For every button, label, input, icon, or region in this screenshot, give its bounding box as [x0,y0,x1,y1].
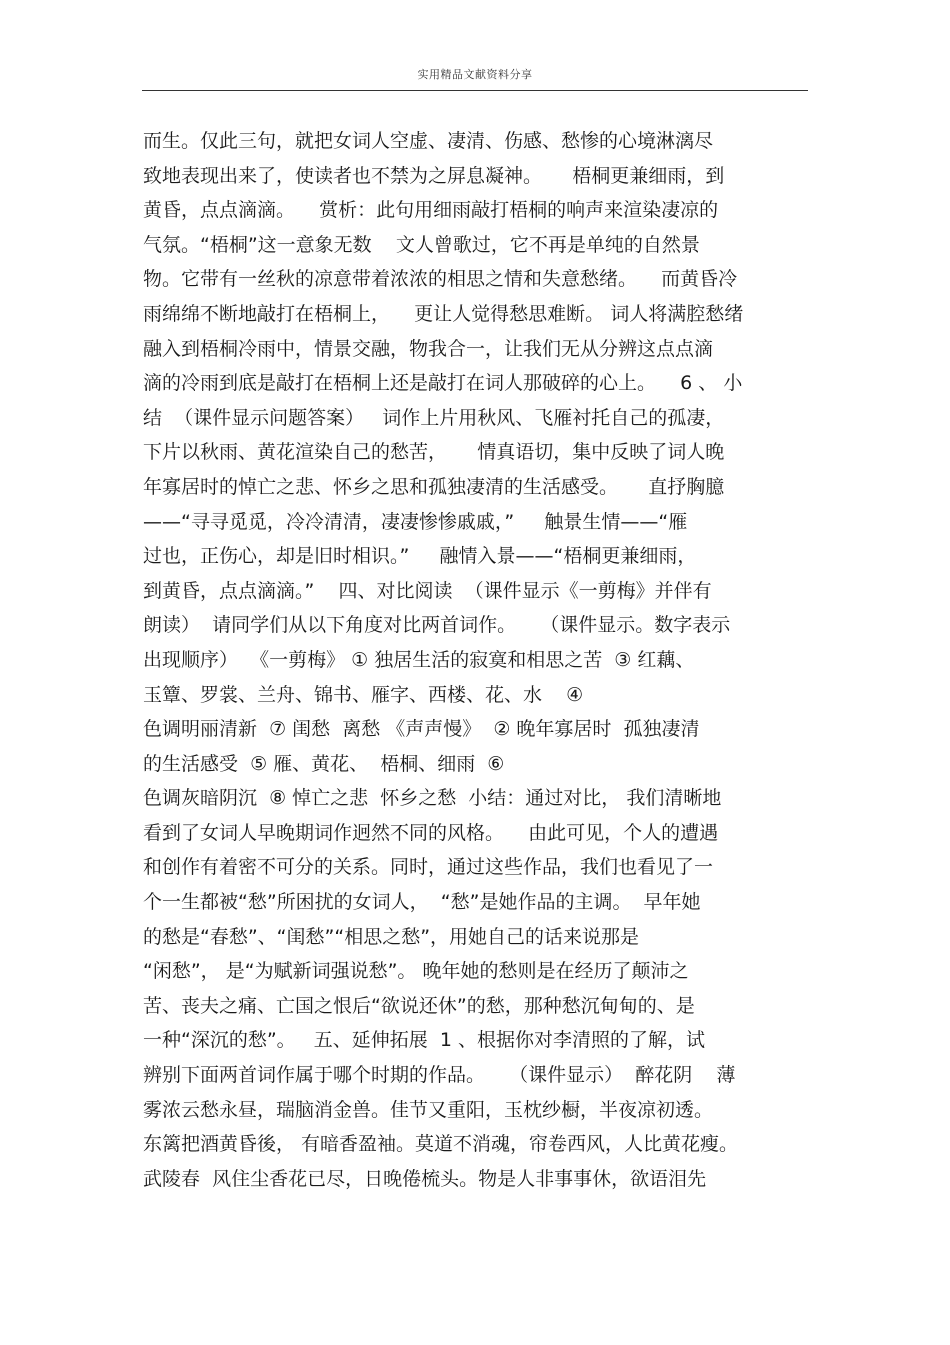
text-line: 气氛。“梧桐”这一意象无数 文人曾歌过，它不再是单纯的自然景 [143,233,700,256]
text-line: 年寡居时的悼亡之悲、怀乡之思和孤独凄清的生活感受。 直抒胸臆 [143,475,725,498]
text-line: 朗读） 请同学们从以下角度对比两首词作。 （课件显示。数字表示 [143,614,731,637]
text-line: 物。它带有一丝秋的凉意带着浓浓的相思之情和失意愁绪。 而黄昏冷 [143,268,738,291]
text-line: 辨别下面两首词作属于哪个时期的作品。 （课件显示） 醉花阴 薄 [143,1064,736,1087]
text-line: 武陵春 风住尘香花已尽，日晚倦梳头。物是人非事事休，欲语泪先 [143,1167,707,1190]
text-line: 下片以秋雨、黄花渲染自己的愁苦， 情真语切，集中反映了词人晚 [143,441,725,464]
header-divider [142,90,808,91]
text-line: ——“寻寻觅觅，冷冷清清，凄凄惨惨戚戚，” 触景生情——“雁 [143,510,688,533]
text-line: 色调明丽清新 ⑦ 闺愁 离愁 《声声慢》 ② 晚年寡居时 孤独凄清 [143,718,700,741]
text-line: 致地表现出来了，使读者也不禁为之屏息凝神。 梧桐更兼细雨，到 [143,164,725,187]
text-line: 黄昏，点点滴滴。 赏析：此句用细雨敲打梧桐的响声来渲染凄凉的 [143,199,719,222]
text-line: 东篱把酒黄昏後， 有暗香盈袖。莫道不消魂，帘卷西风，人比黄花瘦。 [143,1133,739,1156]
text-line: “闲愁”， 是“为赋新词强说愁”。 晚年她的愁则是在经历了颠沛之 [143,960,689,983]
text-line: 雨绵绵不断地敲打在梧桐上， 更让人觉得愁思难断。 词人将满腔愁绪 [143,302,744,325]
page-header: 实用精品文献资料分享 [417,68,533,81]
text-line: 融入到梧桐冷雨中，情景交融，物我合一，让我们无从分辨这点点滴 [143,337,714,360]
document-body [143,124,815,1196]
text-line: 雾浓云愁永昼，瑞脑消金兽。佳节又重阳，玉枕纱橱，半夜凉初透。 [143,1098,714,1121]
text-line: 到黄昏，点点滴滴。” 四、对比阅读 （课件显示《一剪梅》并伴有 [143,579,712,602]
text-line: 出现顺序） 《一剪梅》 ① 独居生活的寂寞和相思之苦 ③ 红藕、 [143,648,695,671]
text-line: 结 （课件显示问题答案） 词作上片用秋风、飞雁衬托自己的孤凄， [143,406,725,429]
text-line: 和创作有着密不可分的关系。同时，通过这些作品，我们也看见了一 [143,856,714,879]
text-line: 看到了女词人早晚期词作迥然不同的风格。 由此可见，个人的遭遇 [143,821,719,844]
text-line: 滴的冷雨到底是敲打在梧桐上还是敲打在词人那破碎的心上。 6 、 小 [143,372,743,395]
text-line: 的生活感受 ⑤ 雁、黄花、 梧桐、细雨 ⑥ [143,752,505,775]
text-line: 过也，正伤心，却是旧时相识。” 融情入景——“梧桐更兼细雨， [143,545,697,568]
text-line: 的愁是“春愁”、“闺愁”“相思之愁”，用她自己的话来说那是 [143,925,640,948]
text-line: 玉簟、罗裳、兰舟、锦书、雁字、西楼、花、水 ④ [143,683,584,706]
text-line: 色调灰暗阴沉 ⑧ 悼亡之悲 怀乡之愁 小结：通过对比， 我们清晰地 [143,787,722,810]
text-line: 苦、丧夫之痛、亡国之恨后“欲说还休”的愁，那种愁沉甸甸的、是 [143,994,695,1017]
text-line: 个一生都被“愁”所困扰的女词人， “愁”是她作品的主调。 早年她 [143,891,701,914]
text-line: 一种“深沉的愁”。 五、延伸拓展 1 、根据你对李清照的了解，试 [143,1029,706,1052]
text-line: 而生。仅此三句，就把女词人空虚、凄清、伤感、愁惨的心境淋漓尽 [143,130,714,152]
